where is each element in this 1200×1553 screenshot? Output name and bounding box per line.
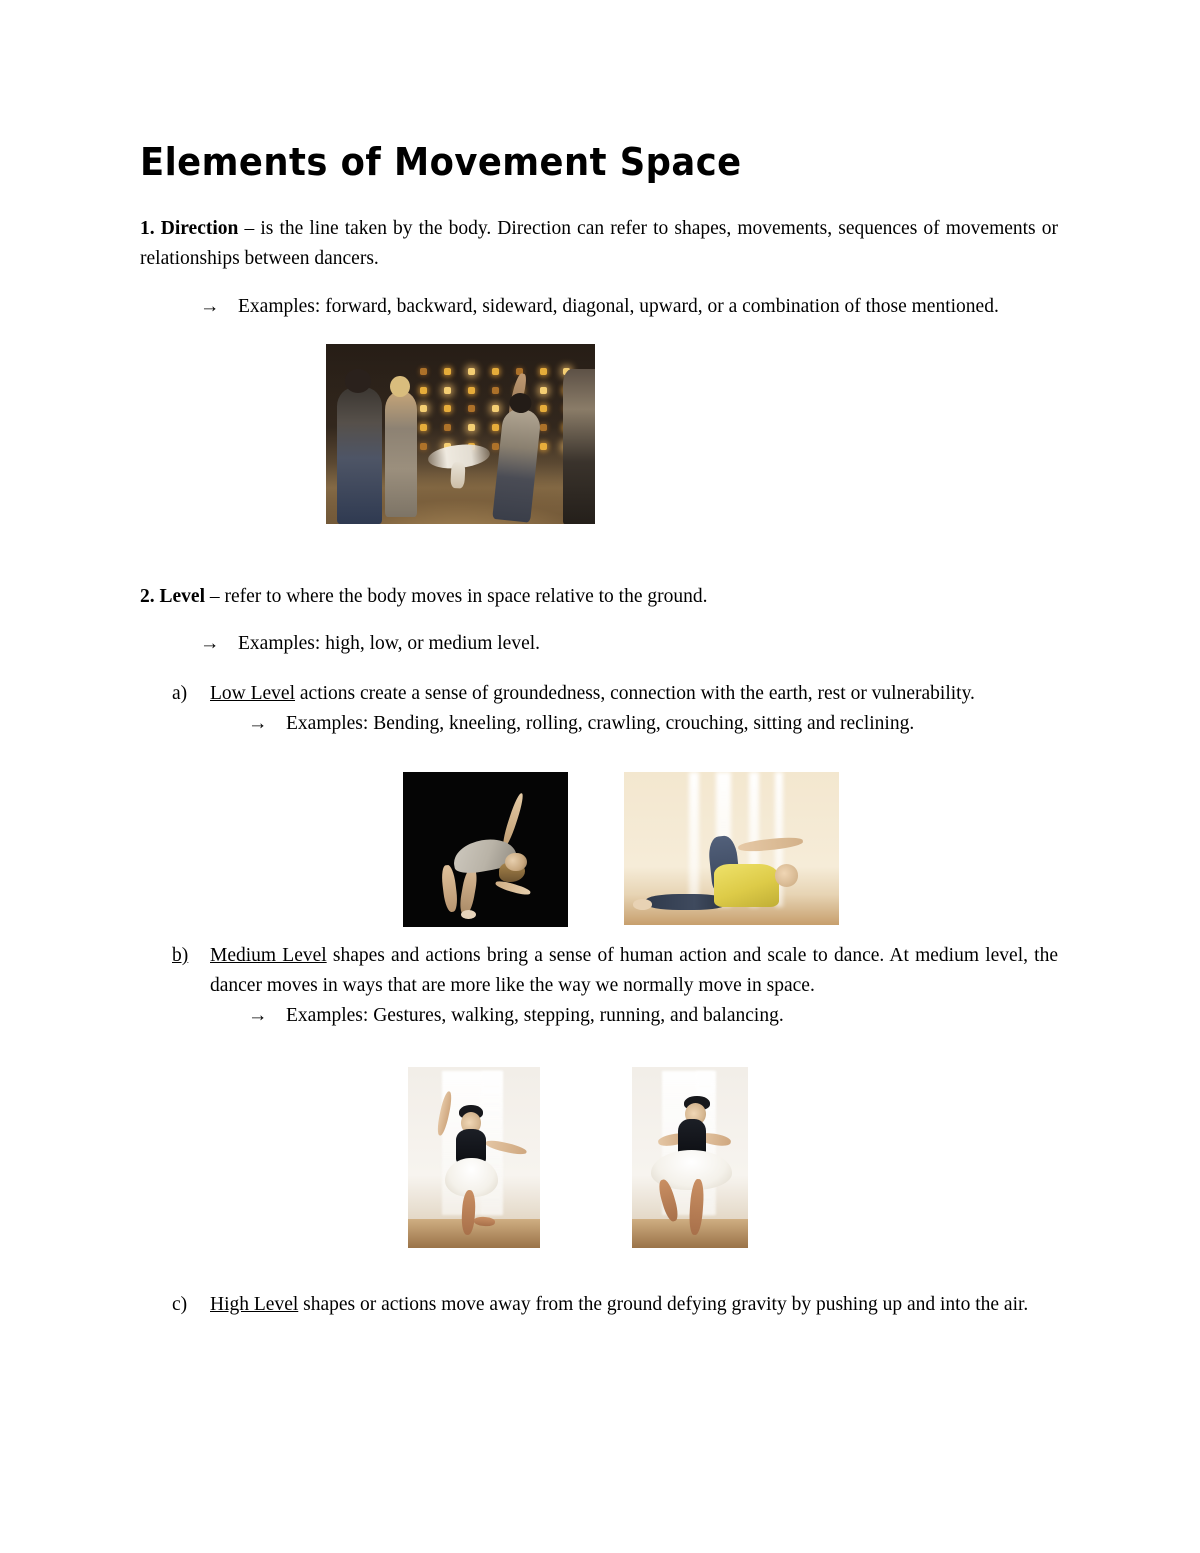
level-item-medium-body: shapes and actions bring a sense of human action and scale to dance. At medium level, the dancer moves in ways that are more like the way we normally move in space. (210, 945, 1059, 996)
level-item-low-example-text: Examples: Bending, kneeling, rolling, crawling, crouching, sitting and reclining. (286, 713, 915, 734)
stage-dancer-left (337, 387, 383, 524)
section-2-term-wrap (155, 586, 205, 607)
level-item-high-marker: c) (172, 1294, 188, 1315)
floor-pose-arms (738, 836, 803, 853)
level-item-high (172, 1290, 1058, 1320)
low-level-floor-photo (624, 772, 839, 925)
page-title: Elements of Movement Space (140, 140, 742, 184)
floor-pose-head (775, 864, 799, 887)
figure-row-low-level (140, 772, 1058, 927)
floor-pose-yellow-top (714, 864, 779, 907)
level-item-high-term: High Level (210, 1294, 299, 1315)
medium-level-ballerina-arabesque-photo (408, 1067, 540, 1248)
section-1-definition: is the line taken by the body. Direction can refer to shapes, movements, sequences of movements or relationships between dancers. (140, 218, 1059, 269)
section-2-definition: refer to where the body moves in space relative to the ground. (224, 586, 708, 607)
level-item-medium-example-row (248, 1001, 1058, 1031)
section-2-example-row (200, 629, 1058, 659)
arrow-right-icon: → (200, 633, 220, 654)
page-content (140, 0, 1058, 1320)
section-2-example-text: Examples: high, low, or medium level. (238, 633, 541, 654)
section-1-paragraph (140, 214, 1058, 274)
level-item-low-marker: a) (172, 683, 188, 704)
level-item-high-body: shapes or actions move away from the ground defying gravity by pushing up and into the air. (298, 1294, 1029, 1315)
direction-stage-photo (326, 344, 595, 524)
level-item-medium-marker: b) (172, 945, 189, 966)
arrow-right-icon: → (248, 1005, 268, 1026)
backbend-head (505, 853, 526, 872)
level-item-medium-term: Medium Level (210, 945, 327, 966)
low-level-backbend-photo (403, 772, 568, 927)
level-item-low-body: actions create a sense of groundedness, connection with the earth, rest or vulnerability. (295, 683, 975, 704)
section-1-example-text: Examples: forward, backward, sideward, diagonal, upward, or a combination of those mentioned. (238, 296, 999, 317)
section-2-dash: – (204, 586, 225, 607)
stage-dancer-far-right (563, 369, 595, 524)
stage-light-grid (412, 362, 579, 456)
level-item-low-example-row (248, 709, 1058, 739)
figure-row-medium-level (140, 1067, 1058, 1248)
backbend-shoe (461, 910, 476, 919)
section-2-paragraph (140, 582, 1058, 612)
section-1-example-row (200, 292, 1058, 322)
section-2-number: 2. (140, 586, 155, 607)
backbend-raised-arm (500, 792, 525, 848)
level-item-low-paragraph (210, 679, 1058, 709)
level-item-low-term: Low Level (210, 683, 296, 704)
arrow-right-icon: → (248, 713, 268, 734)
stage-dancer-second (385, 391, 417, 517)
section-1-term: Direction (160, 218, 239, 239)
level-item-medium-example-text: Examples: Gestures, walking, stepping, running, and balancing. (286, 1005, 784, 1026)
section-1-term-wrap (155, 218, 239, 239)
backbend-leg-left (440, 864, 459, 912)
level-item-high-paragraph (210, 1290, 1058, 1320)
level-item-medium-paragraph (210, 941, 1058, 1001)
backbend-leg-right (458, 867, 479, 915)
section-1-number: 1. (140, 218, 155, 239)
window-light-beam (689, 772, 700, 907)
section-1-dash: – (238, 218, 261, 239)
section-2-term: Level (159, 586, 205, 607)
arrow-right-icon: → (200, 296, 220, 317)
wood-floor (408, 1219, 540, 1248)
level-item-low (172, 679, 1058, 709)
medium-level-ballerina-passe-photo (632, 1067, 748, 1248)
figure-row-direction (140, 344, 1058, 524)
level-item-medium (172, 941, 1058, 1001)
floor-pose-foot (633, 899, 652, 910)
